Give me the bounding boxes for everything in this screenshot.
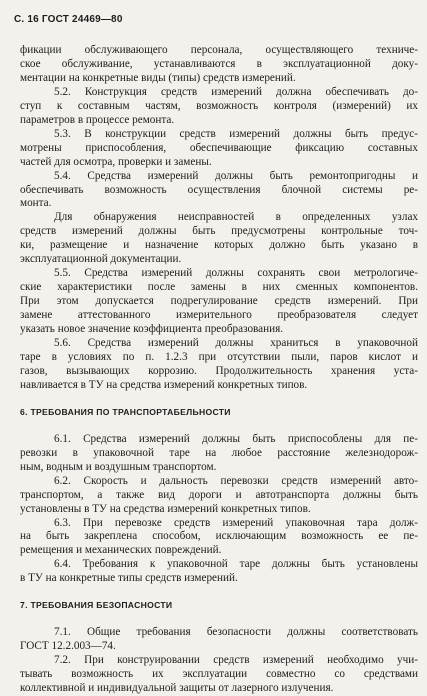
text-line: ремещения и механических повреждений. [20, 544, 222, 557]
text-line: 5.3. В конструкции средств измерений должны быть предус- [54, 127, 418, 140]
paragraph [20, 337, 418, 393]
text-line: 5.5. Средства измерений должны сохранять свои метрологиче- [54, 267, 418, 280]
paragraph [20, 475, 418, 517]
text-line: 7.2. При конструировании средств измерений необходимо учи- [54, 654, 418, 667]
text-line: ГОСТ 12.2.003—74. [20, 640, 116, 653]
text-line: параметров в процессе ремонта. [20, 113, 175, 126]
paragraph [20, 86, 418, 128]
text-line: газов, вызывающих коррозию. Продолжительность хранения уста- [20, 364, 418, 377]
text-line: ские характеристики после замены в них сменных компонентов. [20, 281, 418, 294]
paragraph [20, 433, 418, 475]
text-line: частей для осмотра, проверки и замены. [20, 155, 212, 168]
section-5-continuation [20, 44, 418, 393]
paragraph [20, 170, 418, 212]
text-line: 5.4. Средства измерений должны быть ремонтопригодны и [54, 169, 418, 182]
text-line: указать новое значение коэффициента преобразования. [20, 323, 284, 336]
section-7-title: 7. ТРЕБОВАНИЯ БЕЗОПАСНОСТИ [20, 600, 173, 611]
text-line: транспортом, а также вид дороги и автотранспорта должны быть [20, 488, 418, 501]
section-7-body [20, 626, 418, 696]
text-line: в ТУ на конкретные типы средств измерений. [20, 572, 238, 585]
document-body [20, 44, 418, 696]
text-line: навливается в ТУ на средства измерений конкретных типов. [20, 378, 308, 391]
paragraph [20, 44, 418, 86]
text-line: Для обнаружения неисправностей в определенных узлах [54, 211, 418, 224]
paragraph [20, 654, 418, 696]
text-line: коллективной и индивидуальной защиты от лазерного излучения. [20, 682, 334, 695]
paragraph [20, 626, 418, 654]
text-line: 6.2. Скорость и дальность перевозки средств измерений авто- [54, 474, 418, 487]
text-line: ступ к составным частям, возможность контроля (измерений) их [20, 99, 418, 112]
text-line: средств измерений должны быть предусмотрены контрольные точ- [20, 225, 418, 238]
text-line: 7.1. Общие требования безопасности должны соответствовать [54, 626, 418, 639]
text-line: ментации на конкретные виды (типы) средств измерений. [20, 71, 296, 84]
text-line: 6.1. Средства измерений должны быть приспособлены для пе- [54, 432, 418, 445]
section-6-title: 6. ТРЕБОВАНИЯ ПО ТРАНСПОРТАБЕЛЬНОСТИ [20, 406, 231, 417]
text-line: ское обслуживание, устанавливаются в эксплуатационной доку- [20, 57, 418, 70]
text-line: 5.6. Средства измерений должны храниться в упаковочной [54, 337, 418, 350]
paragraph [20, 211, 418, 267]
text-line: 5.2. Конструкция средств измерений должна обеспечивать до- [54, 85, 418, 98]
text-line: на быть закреплена способом, исключающим возможность ее пе- [20, 530, 418, 543]
page-header: С. 16 ГОСТ 24469—80 [14, 14, 123, 25]
paragraph [20, 128, 418, 170]
paragraph [20, 267, 418, 337]
text-line: мотрены приспособления, обеспечивающие фиксацию составных [20, 141, 418, 154]
text-line: таре в условиях по п. 1.2.3 при отсутствии пыли, паров кислот и [20, 350, 418, 363]
text-line: замене аттестованного измерительного преобразователя следует [20, 309, 418, 322]
text-line: 6.4. Требования к упаковочной таре должны быть установлены [54, 558, 418, 571]
text-line: тывать возможность их эксплуатации совместно со средствами [20, 668, 418, 681]
text-line: ным, водным и воздушным транспортом. [20, 460, 217, 473]
section-6-body [20, 433, 418, 586]
text-line: монта. [20, 197, 52, 210]
text-line: 6.3. При перевозке средств измерений упаковочная тара долж- [54, 516, 418, 529]
text-line: ки, размещение и назначение которых должно быть указано в [20, 239, 418, 252]
paragraph [20, 517, 418, 559]
text-line: эксплуатационной документации. [20, 253, 182, 266]
text-line: фикации обслуживающего персонала, осуществляющего техниче- [20, 44, 418, 56]
text-line: При этом допускается подрегулирование средств измерений. При [20, 295, 418, 308]
text-line: ревозки в упаковочной таре на любое расстояние железнодорож- [20, 446, 418, 459]
text-line: обеспечивать возможность осуществления блочной системы ре- [20, 183, 418, 196]
paragraph [20, 558, 418, 586]
text-line: установлены в ТУ на средства измерений конкретных типов. [20, 502, 311, 515]
